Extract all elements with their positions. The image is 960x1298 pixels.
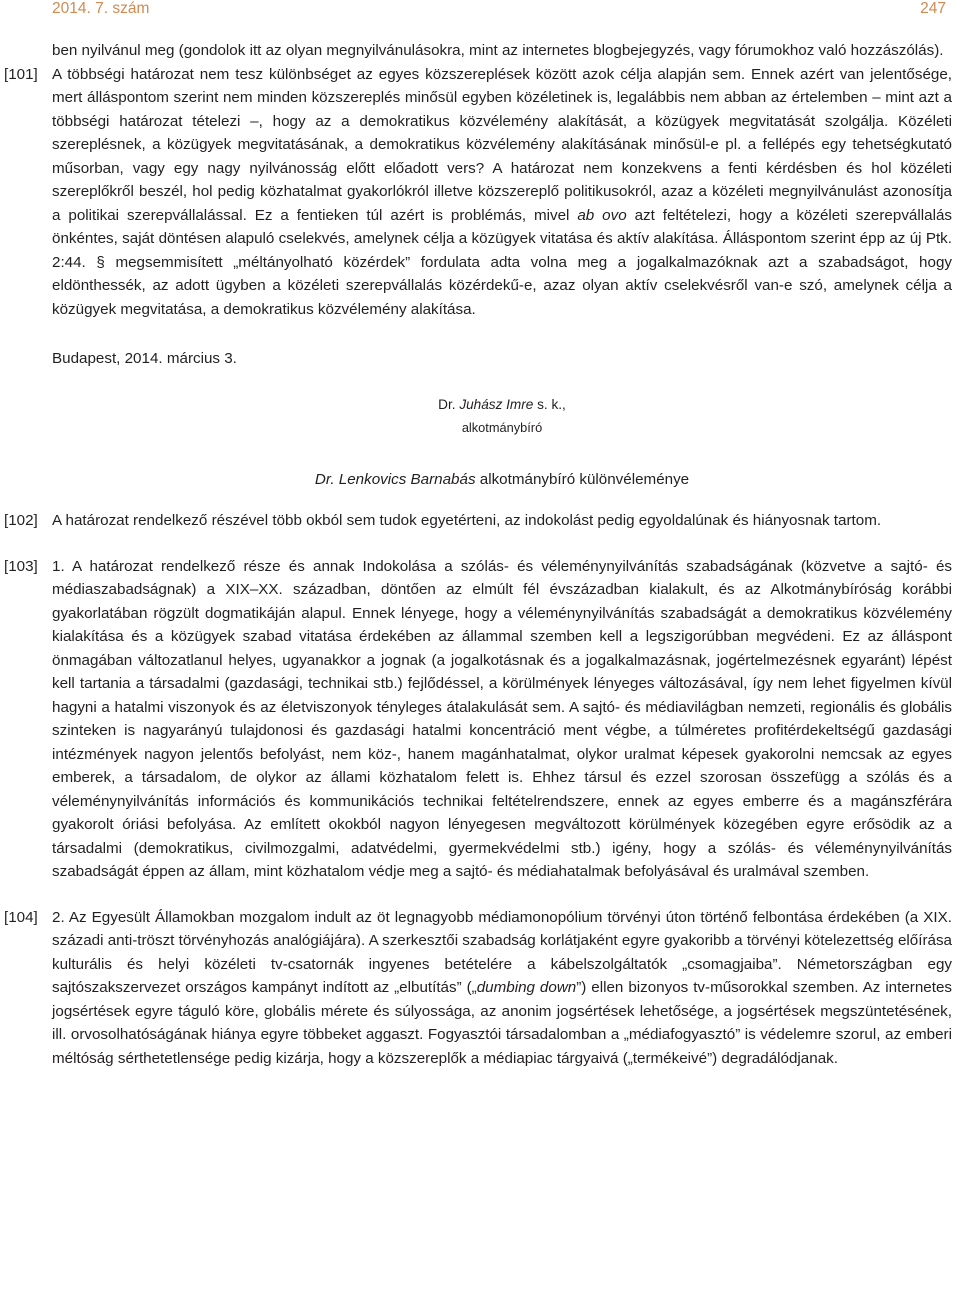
paragraph-number: [101] bbox=[4, 65, 38, 83]
signer-role: alkotmánybíró bbox=[461, 420, 543, 435]
signer-name: Dr. Juhász Imre s. k., bbox=[438, 396, 566, 412]
paragraph-text: ben nyilvánul meg (gondolok itt az olyan megnyilvánulásokra, mint az internetes blogbejegyzés, vagy fórumokhoz való hozzászólás). bbox=[52, 42, 944, 59]
page-number: 247 bbox=[920, 0, 946, 17]
paragraph-continued bbox=[4, 39, 952, 63]
paragraph-text: A határozat rendelkező részével több okból sem tudok egyetérteni, az indokolást pedig egyoldalúnak és hiányosnak tartom. bbox=[52, 512, 882, 529]
paragraph-102 bbox=[4, 509, 952, 533]
paragraph-italic: dumbing down bbox=[476, 979, 577, 996]
paragraph-text: 2. Az Egyesült Államokban mozgalom indult az öt legnagyobb médiamonopólium törvényi úton történő felbontása érdekében (a XIX. századi anti-tröszt törvényhozás analógiájára). A szerkesztői szabadság korlátjaként egyre gyakoribb a törvényi kötelezettség előírása kulturális és helyi közéleti tv-csatornák ingyenes betételére a kábelszolgáltatók „csomagjaiba”. Németországban egy sajtószakszervezet országos kampányt indított az „elbutítás” („ bbox=[52, 908, 952, 996]
signature bbox=[4, 393, 952, 440]
paragraph-text: azt feltételezi, hogy a közéleti szerepvállalás önkéntes, saját döntésen alapuló cselekvés, amelynek célja a közügyek vitatása és aktív alakítása. Álláspontom szerint épp az új Ptk. 2:44. § megsemmisített „méltányolható közérdek” fordulata adta volna meg a jogalkalmazóknak azt a szabadságot, hogy eldönthessék, az adott ügyben a közéleti szerepvállalás közérdekű-e, azaz olyan aktív cselekvésről van-e szó, amelynek célja a közügyek megvitatása, a demokratikus közvélemény alakítása. bbox=[52, 206, 952, 318]
paragraph-101 bbox=[4, 63, 952, 322]
journal-issue: 2014. 7. szám bbox=[52, 0, 150, 17]
place-date: Budapest, 2014. március 3. bbox=[52, 350, 237, 367]
paragraph-number: [104] bbox=[4, 908, 38, 926]
dissent-title: Dr. Lenkovics Barnabás alkotmánybíró különvéleménye bbox=[314, 470, 690, 488]
page-header bbox=[52, 0, 946, 24]
paragraph-number: [102] bbox=[4, 512, 38, 529]
paragraph-number: [103] bbox=[4, 557, 38, 575]
paragraph-text: ”) ellen bizonyos tv-műsorokkal szemben. Az internetes jogsértések egyre táguló köre, globális mérete és súlyossága, az anonim jogsértések lehetősége, a jogsértések megszüntetésének, ill. orvosolhatóságának hiánya egyre többeket aggaszt. Fogyasztói társadalomban a „médiafogyasztó” is védelemre szorul, az emberi méltóság sérthetetlensége pedig kizárja, hogy a közszereplők a médiapiac tárgyaivá („termékeivé”) degradálódjanak. bbox=[52, 979, 952, 1067]
paragraph-text: 1. A határozat rendelkező része és annak Indokolása a szólás- és véleménynyilvánítás szabadságának (közvetve a sajtó- és médiaszabadságnak) a XIX–XX. században, döntően az elmúlt fél évszázadban kialakult, és az Alkotmánybíróság korábbi gyakorlatában rögzült dogmatikáján alapul. Ennek lényege, hogy a véleménynyilvánítás szabadságát a demokratikus közvélemény kialakítása és a közügyek szabad vitatása érdekében az állammal szemben kell a legszigorúbban megvédeni. Ez az álláspont önmagában változatlanul helyes, ugyanakkor a jognak (a jogalkotásnak és a jogalkalmazásnak, jogértelmezésnek egyaránt) lépést kell tartania a társadalmi (gazdasági, technikai stb.) fejlődéssel, a körülmények lényeges változásával, így nem lehet figyelmen kívül hagyni a hatalmi viszonyok és az életviszonyok tényleges átalakulását sem. A sajtó- és médiavilágban nemzeti, regionális és globális szinteken is nagyarányú tulajdonosi és gazdasági hatalmi koncentráció ment végbe, a túlméretes profitérdekeltségű gazdasági intézmények nagyon jelentős befolyást, nem köz-, hanem magánhatalmat, olykor uralmat képesek gyakorolni nemcsak az egyes emberek, a társadalom, de olykor az állami közhatalom felett is. Ehhez társul és ezzel szorosan összefügg a szólás és a véleménynyilvánítás információs és kommunikációs technikai feltételrendszere, ennek az egyes emberre és a magánszférára gyakorolt óriási befolyása. Az említett okokból nagyon lényegesen megváltozott körülmények közegében egyre erősödik az a társadalmi (demokratikus, civilmozgalmi, adatvédelmi, gyermekvédelmi stb.) igény, hogy a szólás- és véleménynyilvánítás szabadságát éppen az állam, mint közhatalom védje meg a sajtó- és médiahatalmak befolyásával és uralmával szemben. bbox=[52, 557, 952, 880]
paragraph-103 bbox=[4, 555, 952, 884]
paragraph-104 bbox=[4, 906, 952, 1071]
paragraph-text: A többségi határozat nem tesz különbséget az egyes közszereplések között azok célja alapján sem. Ennek azért van jelentősége, mert álláspontom szerint nem minden közszereplés minősül egyben közéletinek is, legalábbis nem abban az értelemben – mint azt a többségi határozat tételezi –, hogy az a demokratikus közvélemény alakítását, a közügyek megvitatását szolgálja. Közéleti szereplésnek, a közügyek megvitatásának, a demokratikus közvélemény alakításának minősül-e pl. a fellépés egy tehetségkutató műsorban, vagy egy nagy nyilvánosság előtt előadott vers? A határozat nem konzekvens a fenti kérdésben és hol közéleti szereplőkről beszél, hol pedig közhatalmat gyakorlókról illetve közszereplő politikusokról, azaz a közéleti megnyilvánulást azonosítja a politikai szerepvállalással. Ez a fentieken túl azért is problémás, mivel bbox=[52, 65, 952, 224]
document-body bbox=[4, 39, 952, 1070]
paragraph-italic: ab ovo bbox=[577, 206, 627, 224]
